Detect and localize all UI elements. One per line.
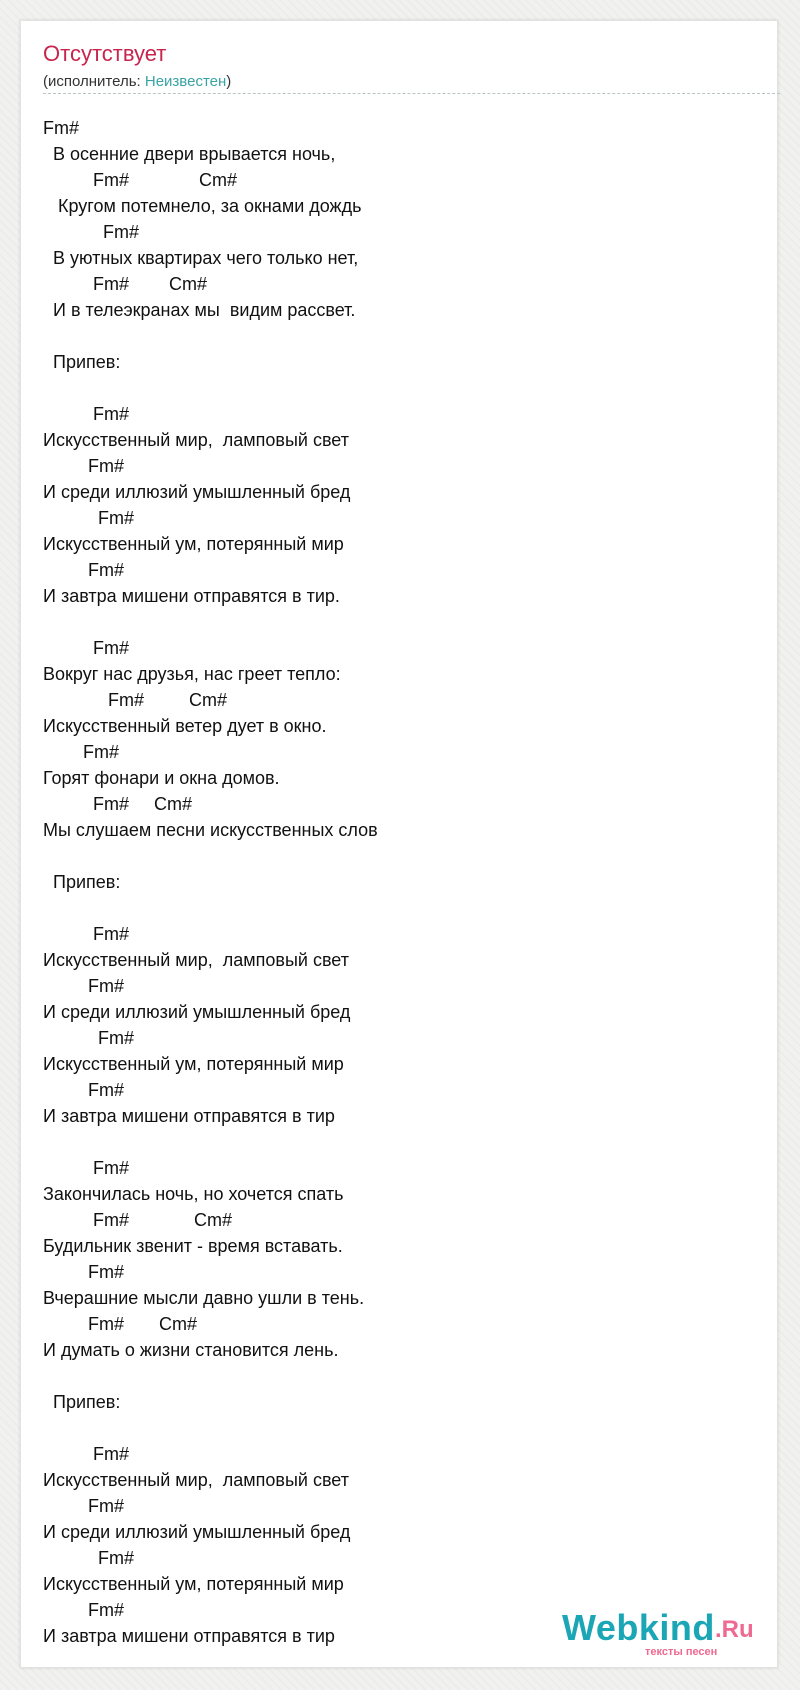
watermark-tagline: тексты песен: [645, 1646, 718, 1658]
watermark-brand: Webkind: [562, 1607, 715, 1648]
title-divider: [43, 93, 780, 94]
artist-suffix: ): [226, 73, 232, 90]
song-title: Отсутствует: [43, 41, 167, 66]
artist-prefix: (исполнитель:: [43, 73, 145, 90]
lyrics-text: Fm# В осенние двери врывается ночь, Fm# Cm# Кругом потемнело, за окнами дождь Fm# В уютных квартирах чего только нет, Fm# Cm# И в телеэкранах мы видим рассвет. Припев: Fm# Искусственный мир, ламповый свет Fm# И среди иллюзий умышленный бред Fm# Искусственный ум, потерянный мир Fm# И завтра мишени отправятся в тир. Fm# Вокруг нас друзья, нас греет тепло: Fm# Cm# Искусственный ветер дует в окно. Fm# Горят фонари и окна домов. Fm# Cm# Мы слушаем песни искусственных слов Припев: Fm# Искусственный мир, ламповый свет Fm# И среди иллюзий умышленный бред Fm# Искусственный ум, потерянный мир Fm# И завтра мишени отправятся в тир Fm# Закончилась ночь, но хочется спать Fm# Cm# Будильник звенит - время вставать. Fm# Вчерашние мысли давно ушли в тень. Fm# Cm# И думать о жизни становится лень. Припев: Fm# Искусственный мир, ламповый свет Fm# И среди иллюзий умышленный бред Fm# Искусственный ум, потерянный мир Fm# И завтра мишени отправятся в тир: [43, 118, 378, 1646]
lyrics-card: [20, 20, 778, 1668]
artist-line: [43, 73, 231, 90]
artist-link[interactable]: Неизвестен: [144, 73, 227, 90]
site-watermark-logo: [562, 1607, 762, 1670]
watermark-tld: .Ru: [715, 1616, 754, 1643]
